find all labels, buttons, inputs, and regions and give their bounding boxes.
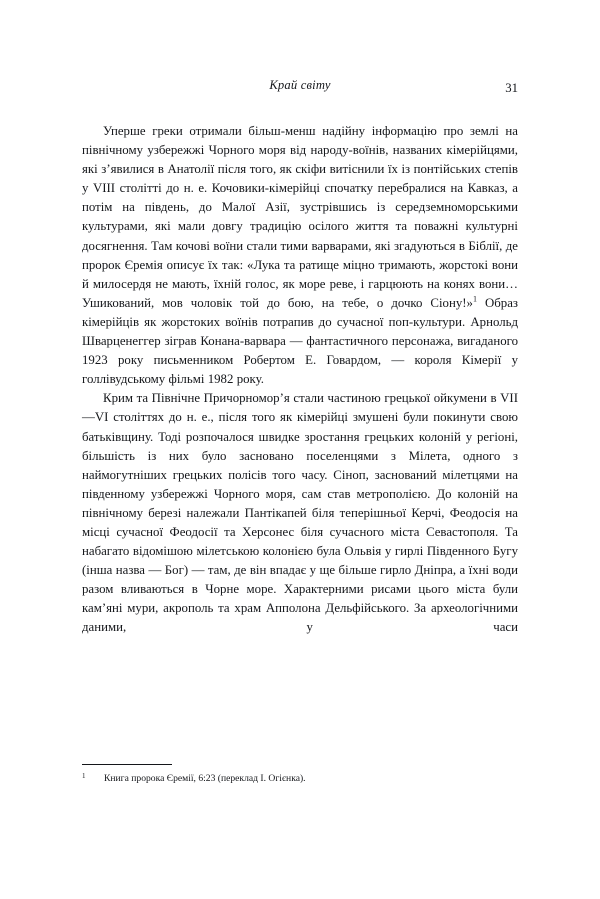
running-head <box>82 78 518 98</box>
paragraph-1 <box>82 122 518 389</box>
paragraph-2 <box>82 389 518 637</box>
footnote-reference-1[interactable]: 1 <box>472 294 477 304</box>
footnote-area <box>82 764 518 785</box>
paragraph-2-text: Крим та Північне Причорномор’я стали частиною грецької ойкумени в VII—VI століттях до н. е., після того як кімерійці змушені були покинути свою батьківщину. Тоді розпочалося швидке зростання грецьких колоній у регіоні, більшість із них було засновано поселенцями з Мілета, одного з наймогутніших грецьких полісів того часу. Сіноп, заснований мілетцями на південному узбережжі Чорного моря, сам став метрополією. До колоній на північному березі належали Пантікапей біля теперішньої Керчі, Феодосія на місці сучасної Феодосії та Херсонес біля сучасного міста Севастополя. Та набагато відомішою мілетською колонією була Ольвія у гирлі Південного Бугу (інша назва — Бог) — там, де він впадає у ще більше гирло Дніпра, а їхні води разом вливаються в Чорне море. Характерними рисами цього міста були кам’яні мури, акрополь та храм Апполона Дельфійського. За археологічними даними, у часи <box>82 391 518 635</box>
body-text-block <box>82 122 518 638</box>
paragraph-1-text-before-note: Уперше греки отримали більш-менш надійну інформацію про землі на північному узбережжі Чорного моря від народу-воїнів, названих кімерійцями, які з’явилися в Анатолії після того, як скіфи витіснили їх із понтійських степів у VIII столітті до н. е. Кочовики-кімерійці спочатку перебралися на Кавказ, а потім на південь, до Малої Азії, зустрівшись із середземноморськими культурами, які мали довгу традицію осілого життя та поважні культурні досягнення. Там кочові воїни стали тими варварами, які згадуються в Біблії, де пророк Єремія описує їх так: «Лука та ратище міцно тримають, жорстокі вони й милосердя не мають, їхній голос, як море реве, і гарцюють на конях вони… Ушикований, мов чоловік той до бою, на тебе, о дочко Сіону!» <box>82 124 518 310</box>
footnote-text: Книга пророка Єремії, 6:23 (переклад І. Огієнка). <box>104 773 306 784</box>
running-head-title: Край світу <box>269 78 331 92</box>
paragraph-1-text-after-note: Образ кімерійців як жорстоких воїнів потрапив до сучасної поп-культури. Арнольд Шварценеггер зіграв Конана-варвара — фантастичного персонажа, вигаданого 1923 року письменником Робертом Е. Говардом, — короля Кімерії у голлівудському фільмі 1982 року. <box>82 295 518 387</box>
page-number: 31 <box>505 81 518 95</box>
footnote-separator-rule <box>82 764 172 765</box>
footnote-1 <box>82 772 518 785</box>
footnote-marker: 1 <box>82 772 86 780</box>
